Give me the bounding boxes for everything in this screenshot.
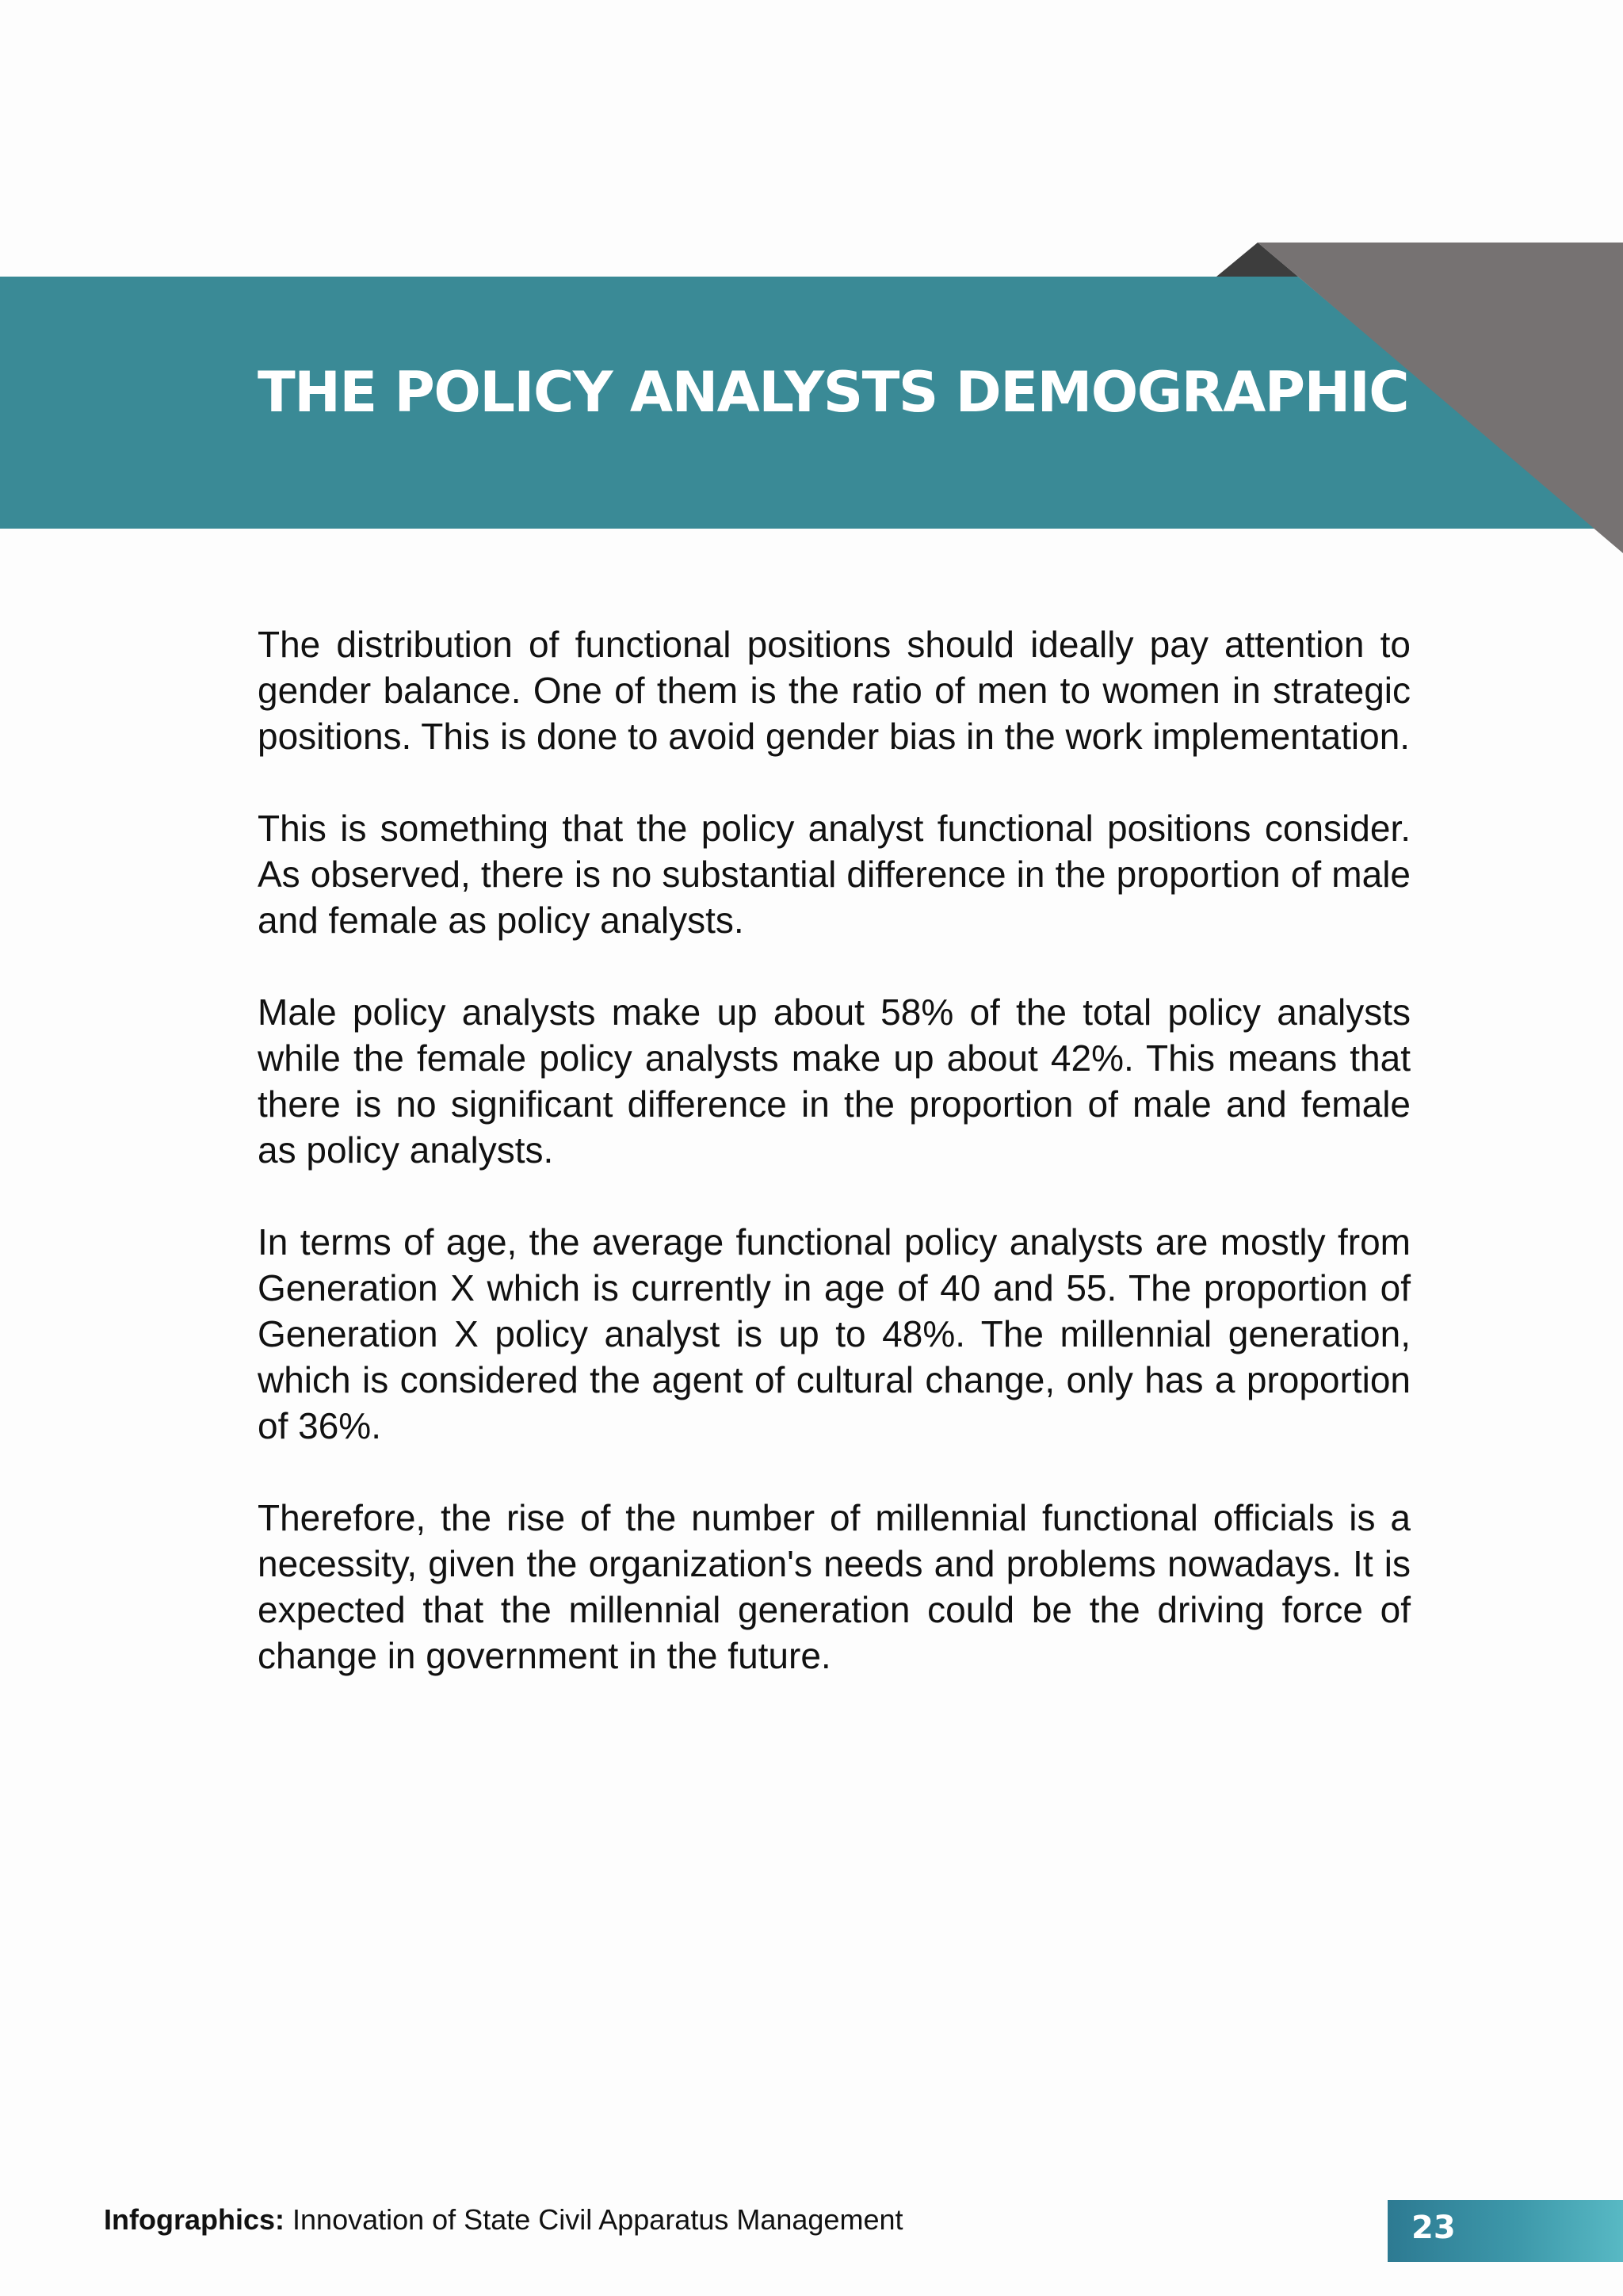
page-number: 23 <box>1411 2210 1456 2246</box>
paragraph: In terms of age, the average functional policy analysts are mostly from Generation X which is currently in age of 40 and 55. The proportion of Generation X policy analyst is up to 48%. The millennial generation, which is considered the agent of cultural change, only has a proportion of 36%. <box>258 1221 1411 1446</box>
footer-caption-text: Innovation of State Civil Apparatus Management <box>285 2203 903 2236</box>
body-text <box>258 621 1411 1725</box>
paragraph: Therefore, the rise of the number of millennial functional officials is a necessity, given the organization's needs and problems nowadays. It is expected that the millennial generation could be the driving force of change in government in the future. <box>258 1497 1411 1676</box>
paragraph: Male policy analysts make up about 58% of the total policy analysts while the female policy analysts make up about 42%. This means that there is no significant difference in the proportion of male and female as policy analysts. <box>258 991 1411 1171</box>
paragraph: This is something that the policy analyst functional positions consider. As observed, there is no substantial difference in the proportion of male and female as policy analysts. <box>258 808 1411 941</box>
page-title: THE POLICY ANALYSTS DEMOGRAPHIC <box>258 360 1409 425</box>
footer-caption-bold: Infographics: <box>104 2203 285 2236</box>
footer-caption <box>104 2203 903 2237</box>
page-number-badge <box>1388 2200 1623 2262</box>
paragraph: The distribution of functional positions should ideally pay attention to gender balance. One of them is the ratio of men to women in strategic positions. This is done to avoid gender bias in the work implementation. <box>258 624 1411 757</box>
